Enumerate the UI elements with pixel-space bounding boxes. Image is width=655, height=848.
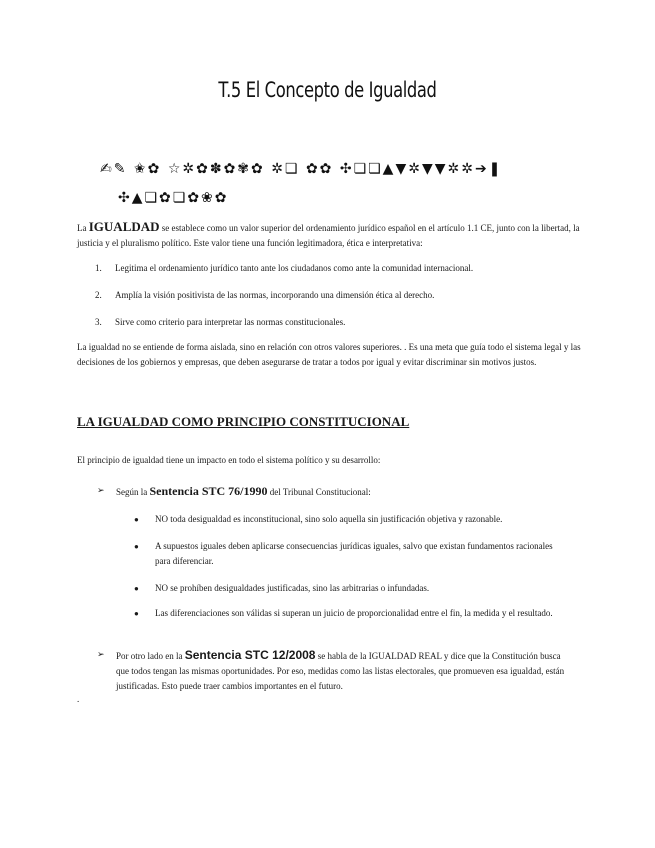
- bullet-item: [134, 606, 554, 621]
- dingbat-subtitle: [100, 155, 540, 213]
- item-number: 2.: [95, 290, 102, 300]
- arrow-item-2: [97, 648, 567, 694]
- bullet-text: NO se prohíben desigualdades justificadas, sino las arbitrarias o infundadas.: [155, 583, 430, 593]
- bullet-text: Las diferenciaciones son válidas si superan un juicio de proporcionalidad entre el fin, la medida y el resultado.: [155, 608, 553, 618]
- arrow1-highlight: Sentencia STC 76/1990: [149, 484, 268, 498]
- section-intro: El principio de igualdad tiene un impacto en todo el sistema político y su desarrollo:: [77, 455, 381, 465]
- bullet-text: A supuestos iguales deben aplicarse consecuencias jurídicas iguales, salvo que existan fundamentos racionales para diferenciar.: [155, 541, 553, 566]
- intro-post: se establece como un valor superior del ordenamiento jurídico español en el artículo 1.1 CE, junto con la libertad, la justicia y el pluralismo político. Este valor tiene una función legitimadora, ética e interpretativa:: [77, 223, 580, 248]
- numbered-item: [95, 289, 575, 302]
- intro-paragraph: [77, 219, 582, 251]
- arrow2-highlight: Sentencia STC 12/2008: [184, 648, 316, 662]
- arrow1-pre: Según la: [116, 487, 150, 497]
- bullet-text: NO toda desigualdad es inconstitucional, sino solo aquella sin justificación objetiva y razonable.: [155, 514, 503, 524]
- dingbat-line-2: ✣▲❏✿❏✿❀✿: [118, 190, 229, 206]
- bullet-item: [134, 581, 554, 596]
- numbered-item: [95, 262, 575, 275]
- page-title: T.5 El Concepto de Igualdad: [218, 78, 437, 102]
- bullet-dot-icon: ●: [134, 542, 139, 551]
- intro-highlight: IGUALDAD: [88, 219, 160, 234]
- bullet-dot-icon: ●: [134, 515, 139, 524]
- dingbat-line-1: ✍✎ ✬✿ ☆✲✿✽✿✾✿ ✲❏ ✿✿ ✣❏❏▲▼✲▼▼✲✲➔❚: [100, 161, 503, 177]
- bullet-item: [134, 512, 554, 527]
- section-heading: LA IGUALDAD COMO PRINCIPIO CONSTITUCIONAL: [77, 414, 410, 429]
- numbered-item: [95, 316, 575, 329]
- arrow2-pre: Por otro lado en la: [116, 651, 185, 661]
- paragraph-2: La igualdad no se entiende de forma aislada, sino en relación con otros valores superiores. . Es una meta que guía todo el sistema legal y las decisiones de los gobiernos y empresas, que deben asegurarse de tratar a todos por igual y evitar discriminar sin motivos justos.: [77, 342, 581, 367]
- bullet-dot-icon: ●: [134, 609, 139, 618]
- stray-mark: .: [77, 694, 80, 704]
- arrow-item-1: [97, 484, 567, 500]
- arrow-bullet-icon: ➢: [97, 486, 105, 496]
- item-text: Legitima el ordenamiento jurídico tanto ante los ciudadanos como ante la comunidad internacional.: [115, 263, 474, 273]
- item-text: Sirve como criterio para interpretar las normas constitucionales.: [115, 317, 346, 327]
- bullet-item: [134, 539, 554, 569]
- bullet-dot-icon: ●: [134, 584, 139, 593]
- arrow2-post: se habla de la IGUALDAD REAL y dice que la Constitución busca que todos tengan las mismas oportunidades. Por eso, medidas como las listas electorales, que promueven esa igualdad, están justificadas. Esto puede traer cambios importantes en el futuro.: [116, 651, 565, 691]
- item-text: Amplía la visión positivista de las normas, incorporando una dimensión ética al derecho.: [115, 290, 435, 300]
- item-number: 3.: [95, 317, 102, 327]
- item-number: 1.: [95, 263, 102, 273]
- intro-pre: La: [77, 223, 89, 233]
- arrow1-post: del Tribunal Constitucional:: [267, 487, 371, 497]
- arrow-bullet-icon: ➢: [97, 650, 105, 660]
